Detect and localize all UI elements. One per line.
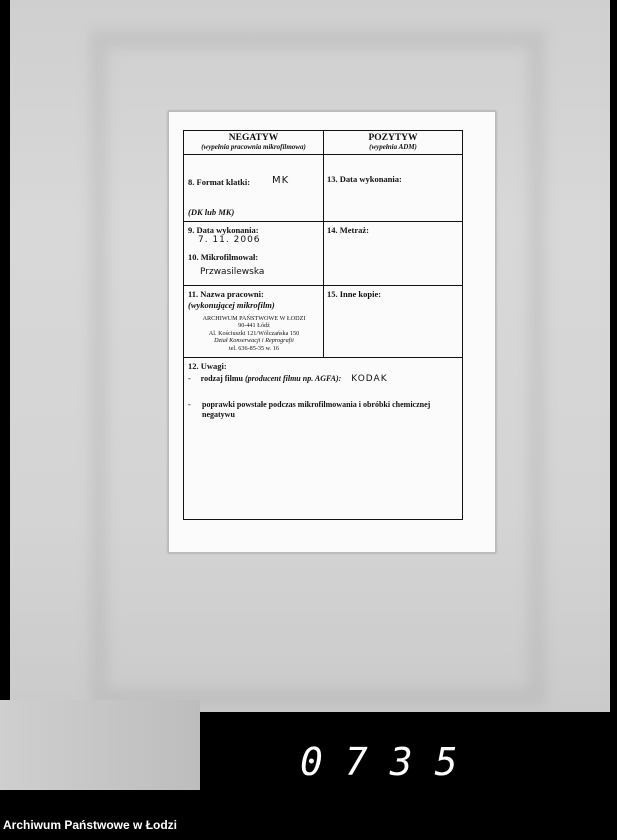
negatyw-subtitle: (wypełnia pracownia mikrofilmowa) <box>201 143 306 151</box>
remark-corrections <box>188 400 438 419</box>
field-11-lab <box>184 286 324 358</box>
frame-number: 0735 <box>300 740 480 784</box>
bullet: - <box>188 400 191 409</box>
field-12-remarks <box>184 358 462 518</box>
archive-line: tel. 636-85-35 w. 16 <box>229 344 279 352</box>
footer-bar <box>0 812 617 840</box>
archive-line: Dział Konserwacji i Reprografii <box>214 337 294 345</box>
field-13-date <box>324 155 462 222</box>
negatyw-header <box>184 131 324 155</box>
field-14-length <box>324 222 462 286</box>
microfilm-form-sheet <box>168 111 496 553</box>
field-8-value: MK <box>272 175 290 186</box>
field-15-label: 15. Inne kopie: <box>327 289 382 299</box>
pozytyw-header <box>324 131 462 155</box>
pozytyw-subtitle: (wypełnia ADM) <box>369 143 417 151</box>
archive-line: ARCHIWUM PAŃSTWOWE W ŁODZI <box>202 315 306 322</box>
remark1-value: KODAK <box>351 374 388 384</box>
field-9-label: 9. Data wykonania: <box>188 225 259 235</box>
field-10-label: 10. Mikrofilmował: <box>188 252 259 262</box>
field-11-subtitle: (wykonującej mikrofilm) <box>188 300 275 310</box>
footer-caption: Archiwum Państwowe w Łodzi <box>3 818 178 832</box>
field-8-hint: (DK lub MK) <box>188 207 235 217</box>
paper-bottom-edge <box>0 700 200 790</box>
field-12-label: 12. Uwagi: <box>188 361 227 371</box>
field-9-value: 7. 11. 2006 <box>198 235 261 245</box>
bullet: - <box>188 374 191 383</box>
remark2-text: poprawki powstałe podczas mikrofilmowania i obróbki chemicznej negatywu <box>202 400 431 419</box>
negatyw-title: NEGATYW <box>228 133 279 143</box>
pozytyw-title: POZYTYW <box>368 133 418 143</box>
archive-stamp <box>184 315 324 352</box>
field-8-label: 8. Format klatki: <box>188 177 251 187</box>
field-15-copies <box>324 286 462 358</box>
field-10-value: Przwasilewska <box>200 267 265 277</box>
field-13-label: 13. Data wykonania: <box>327 174 402 184</box>
field-14-label: 14. Metraż: <box>327 225 370 235</box>
field-8-format <box>184 155 324 222</box>
form-table <box>183 130 463 520</box>
archive-line: 90-441 Łódź <box>238 322 270 330</box>
remark1-italic: (producent filmu np. AGFA): <box>244 374 342 383</box>
remark-film-type <box>188 374 456 384</box>
archive-line: Al. Kościuszki 121/Wólczańska 150 <box>208 329 300 337</box>
field-11-label: 11. Nazwa pracowni: <box>188 289 264 299</box>
field-9-10 <box>184 222 324 286</box>
remark1-prefix: rodzaj filmu <box>200 374 243 383</box>
